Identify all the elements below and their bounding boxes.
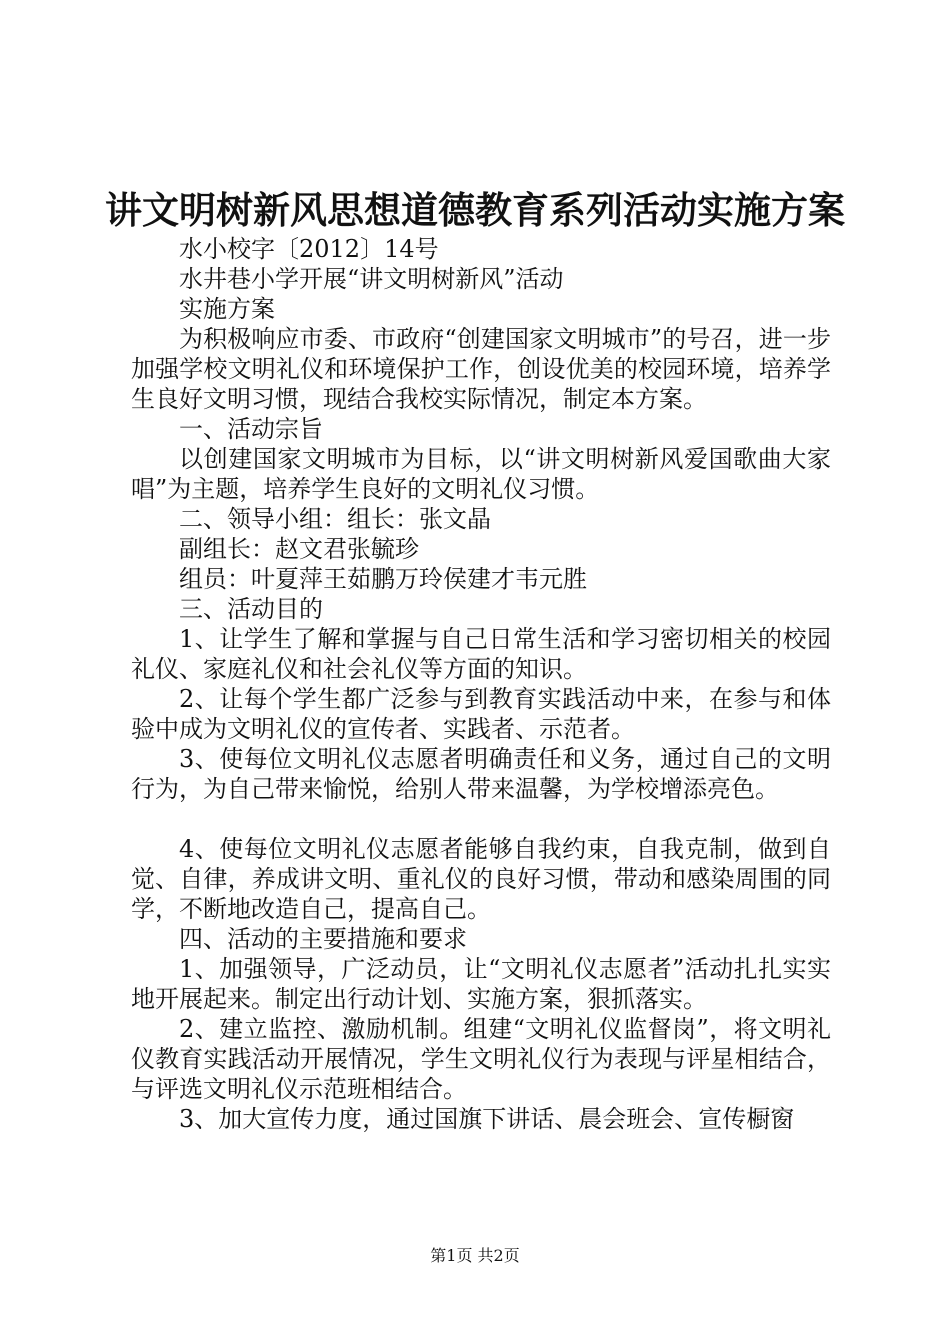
document-title: 讲文明树新风思想道德教育系列活动实施方案 (105, 188, 845, 232)
paragraph-gap (131, 804, 831, 834)
doc-number: 水小校字〔2012〕14号 (179, 235, 439, 263)
measure-item-2: 2、建立监控、激励机制。组建“文明礼仪监督岗”，将文明礼仪教育实践活动开展情况，学生文明礼仪行为表现与评星相结合，与评选文明礼仪示范班相结合。 (131, 1015, 831, 1103)
goal-item-3: 3、使每位文明礼仪志愿者明确责任和义务，通过自己的文明行为，为自己带来愉悦，给别人带来温馨，为学校增添亮色。 (131, 745, 831, 803)
section-heading-4: 四、活动的主要措施和要求 (179, 925, 467, 953)
section-heading-3: 三、活动目的 (179, 595, 323, 623)
intro-paragraph: 为积极响应市委、市政府“创建国家文明城市”的号召，进一步加强学校文明礼仪和环境保护工作，创设优美的校园环境，培养学生良好文明习惯，现结合我校实际情况，制定本方案。 (131, 325, 831, 413)
deputy-leader-line: 副组长：赵文君张毓珍 (179, 535, 419, 563)
goal-item-2: 2、让每个学生都广泛参与到教育实践活动中来，在参与和体验中成为文明礼仪的宣传者、实践者、示范者。 (131, 685, 831, 743)
measure-item-1: 1、加强领导，广泛动员，让“文明礼仪志愿者”活动扎扎实实地开展起来。制定出行动计划、实施方案，狠抓落实。 (131, 955, 831, 1013)
section-heading-1: 一、活动宗旨 (179, 415, 323, 443)
goal-item-4: 4、使每位文明礼仪志愿者能够自我约束，自我克制，做到自觉、自律，养成讲文明、重礼仪的良好习惯，带动和感染周围的同学，不断地改造自己，提高自己。 (131, 835, 831, 923)
measure-item-3: 3、加大宣传力度，通过国旗下讲话、晨会班会、宣传橱窗 (179, 1105, 795, 1133)
purpose-paragraph: 以创建国家文明城市为目标，以“讲文明树新风爱国歌曲大家唱”为主题，培养学生良好的文明礼仪习惯。 (131, 445, 831, 503)
leader-line: 二、领导小组：组长：张文晶 (179, 505, 491, 533)
subtitle-line-2: 实施方案 (179, 295, 275, 323)
members-line: 组员：叶夏萍王茹鹏万玲侯建才韦元胜 (179, 565, 587, 593)
goal-item-1: 1、让学生了解和掌握与自己日常生活和学习密切相关的校园礼仪、家庭礼仪和社会礼仪等方面的知识。 (131, 625, 831, 683)
document-body (131, 234, 831, 1134)
page-footer: 第1页 共2页 (430, 1246, 520, 1265)
subtitle-line-1: 水井巷小学开展“讲文明树新风”活动 (179, 265, 564, 293)
